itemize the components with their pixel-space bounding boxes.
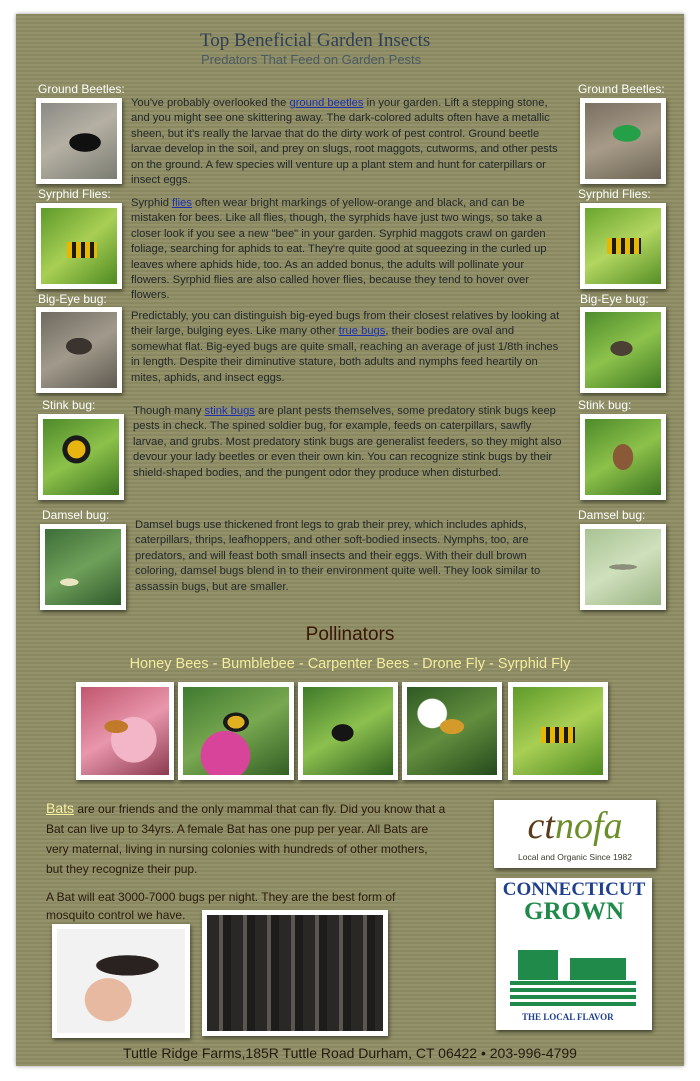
page-subtitle: Predators That Feed on Garden Pests [201, 52, 422, 67]
insect-paragraph: Damsel bugs use thickened front legs to grab their prey, which includes aphids, caterpillars, thrips, leafhoppers, and other soft-bodied insects. Nymphs, too, are predators, and will feast both small insects and their eggs. With their dull brown coloring, damsel bugs blend in to their environment quite well. They look similar to assassin bugs, but are smaller. [135, 519, 541, 593]
insect-paragraph: Predictably, you can distinguish big-eyed bugs from their closest relatives by looking at their large, bulging eyes. Like many other true bugs, their bodies are oval and somewhat flat. Big-eyed bugs are quite small, reaching an average of just 1/8th inches in length. Despite their diminutive stature, both adults and nymphs feed heartily on mites, aphids, and insect eggs. [131, 310, 560, 384]
bats-paragraph-2: A Bat will eat 3000-7000 bugs per night. They are the best form of mosquito control we have. [46, 890, 396, 922]
insect-label-left: Damsel bug: [42, 508, 110, 522]
insect-link[interactable]: true bugs [338, 325, 386, 338]
insect-label-left: Ground Beetles: [38, 82, 125, 96]
stink-bug-photo-left [38, 414, 124, 500]
insect-paragraph: You've probably overlooked the ground beetles in your garden. Lift a stepping stone, and you might see one skittering away. The dark-colored adults often have a metallic sheen, but it's really the larvae that do the dirty work of pest control. Ground beetle larvae develop in the soil, and prey on slugs, root maggots, cutworms, and other pests on the ground. A few species will venture up a plant stem and hunt for caterpillars or insect eggs. [131, 97, 558, 187]
bumblebee-photo [178, 682, 294, 780]
honey-bee-photo [76, 682, 174, 780]
pollinators-title: Pollinators [305, 624, 395, 645]
damsel-bug-photo-right [580, 524, 666, 610]
bats-paragraph: Bats are our friends and the only mammal that can fly. Did you know that a Bat can live up to 34yrs. A female Bat has one pup per year. All Bats are very maternal, living in nursing colonies with hundreds of other mothers, but they recognize their pup. [46, 800, 446, 876]
big-eye-bug-photo-left [36, 307, 122, 393]
ground-beetle-photo-left [36, 98, 122, 184]
damsel-bug-photo-left [40, 524, 126, 610]
insect-label-left: Stink bug: [42, 398, 96, 412]
bat-in-hand-photo [52, 924, 190, 1038]
bats-link[interactable]: Bats [46, 800, 75, 816]
insect-label-right: Big-Eye bug: [580, 292, 649, 306]
ground-beetle-photo-right [580, 98, 666, 184]
connecticut-grown-logo: CONNECTICUT GROWN THE LOCAL FLAVOR [496, 878, 652, 1030]
syrphid-fly-photo-right [580, 203, 666, 289]
farm-emblem-icon [510, 928, 636, 1008]
insect-label-right: Syrphid Flies: [578, 187, 651, 201]
insect-link[interactable]: stink bugs [204, 405, 255, 417]
syrphid-fly-pollinator-photo [508, 682, 608, 780]
insect-link[interactable]: flies [172, 197, 192, 209]
syrphid-fly-photo-left [36, 203, 122, 289]
insect-label-right: Ground Beetles: [578, 82, 665, 96]
insect-paragraph: Though many stink bugs are plant pests themselves, some predatory stink bugs keep pests in check. The spined soldier bug, for example, feeds on caterpillars, sawfly larvae, and grubs. Most predatory stink bugs are generalist feeders, so they might also devour your lady beetles or even their own kin. You can recognize stink bugs by their shield-shaped bodies, and the pungent odor they produce when disturbed. [133, 405, 562, 479]
insect-paragraph: Syrphid flies often wear bright markings of yellow-orange and black, and can be mistaken for bees. Like all flies, though, the syrphids have just two wings, so take a closer look if you see a new "bee" in your garden. Syrphid maggots crawl on garden foliage, searching for aphids to eat. They're quite good at squeezing in the curled up leaves where aphids hide, too. As an added bonus, the adults will pollinate your flowers. Syrphid flies are also called hover flies, because they tend to hover over flowers. [131, 197, 547, 302]
drone-fly-photo [402, 682, 502, 780]
insect-label-right: Stink bug: [578, 398, 632, 412]
insect-label-left: Big-Eye bug: [38, 292, 107, 306]
insect-label-left: Syrphid Flies: [38, 187, 111, 201]
bat-colony-photo [202, 910, 388, 1036]
footer-address: Tuttle Ridge Farms,185R Tuttle Road Durham, CT 06422 • 203-996-4799 [123, 1045, 577, 1061]
ctnofa-logo: ctnofa Local and Organic Since 1982 [494, 800, 656, 868]
page-title: Top Beneficial Garden Insects [200, 30, 431, 51]
pollinators-subtitle: Honey Bees - Bumblebee - Carpenter Bees - Drone Fly - Syrphid Fly [129, 656, 571, 672]
big-eye-bug-photo-right [580, 307, 666, 393]
insect-link[interactable]: ground beetles [289, 97, 364, 109]
insect-label-right: Damsel bug: [578, 508, 646, 522]
stink-bug-photo-right [580, 414, 666, 500]
carpenter-bee-photo [298, 682, 398, 780]
